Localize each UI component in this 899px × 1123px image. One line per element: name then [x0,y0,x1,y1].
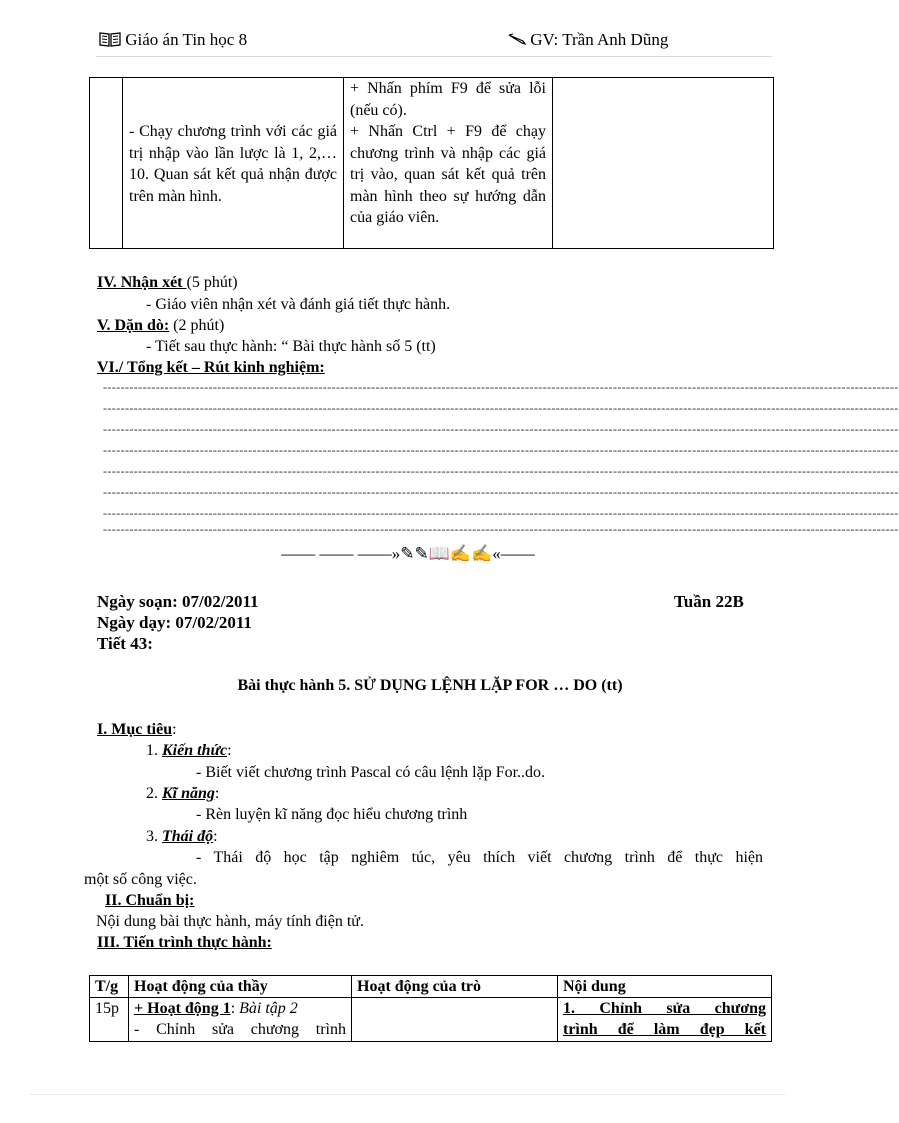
student-step-2: + Nhấn Ctrl + F9 để chạy chương trình và nhập các giá trị vào, quan sát kết quả trên màn hình theo sự hướng dẫn của giáo viên. [350,123,546,226]
book-icon [99,30,125,49]
note-line: ------------------------------------------------------------------------------------------------------------------------------------------------------------------------------------- [103,380,899,394]
table-cell-empty [90,78,123,249]
note-line: ------------------------------------------------------------------------------------------------------------------------------------------------------------------------------------- [103,422,899,436]
table-cell-student [344,78,553,249]
activity-table [89,975,772,1042]
page-bottom-border [30,1094,786,1095]
note-line: ------------------------------------------------------------------------------------------------------------------------------------------------------------------------------------- [103,464,899,478]
table-cell-teacher [123,78,344,249]
objective-knowledge-text: - Biết viết chương trình Pascal có câu lệnh lặp For..do. [196,764,546,781]
objective-attitude: 3. Thái độ: [146,828,218,845]
objectives-heading: I. Mục tiêu: [97,721,177,738]
header-right [508,30,668,50]
cell-student [352,998,558,1042]
content-line-2: trình để làm đẹp kết [563,1021,766,1038]
table-header-row [90,976,772,998]
week-label: Tuần 22B [674,592,744,611]
note-line: ------------------------------------------------------------------------------------------------------------------------------------------------------------------------------------- [103,485,899,499]
objective-knowledge: 1. Kiến thức: [146,742,232,759]
header-left [99,30,247,50]
date-prepared: Ngày soạn: 07/02/2011 [97,592,259,611]
objective-skills: 2. Kĩ năng: [146,785,220,802]
preparation-text: Nội dung bài thực hành, máy tính điện tử. [96,913,364,930]
cell-content [558,998,772,1042]
col-header-time: T/g [90,976,129,998]
note-line: ------------------------------------------------------------------------------------------------------------------------------------------------------------------------------------- [103,401,899,415]
header-title: Giáo án Tin học 8 [125,30,248,49]
lesson-title: Bài thực hành 5. SỬ DỤNG LỆNH LẶP FOR … DO (tt) [237,677,623,694]
preparation-heading: II. Chuẩn bị: [105,892,195,909]
cell-teacher [129,998,352,1042]
col-header-teacher: Hoạt động của thầy [129,976,352,998]
section-v-heading: V. Dặn dò: (2 phút) [97,317,225,334]
lesson-number: Tiết 43: [97,634,153,653]
note-line: ------------------------------------------------------------------------------------------------------------------------------------------------------------------------------------- [103,506,899,520]
pen-icon [508,30,530,49]
content-line-1: 1. Chỉnh sửa chương [563,1000,766,1017]
teacher-instruction: - Chạy chương trình với các giá trị nhập vào lần lược là 1, 2,…10. Quan sát kết quả nhận được trên màn hình. [129,123,337,205]
activity-1-text: - Chỉnh sửa chương trình [134,1021,346,1038]
objective-attitude-text-cont: một số công việc. [84,871,197,888]
note-line: ------------------------------------------------------------------------------------------------------------------------------------------------------------------------------------- [103,522,899,536]
note-line: ------------------------------------------------------------------------------------------------------------------------------------------------------------------------------------- [103,443,899,457]
header-divider [96,56,772,57]
section-v-text: - Tiết sau thực hành: “ Bài thực hành số 5 (tt) [146,338,436,355]
activity-table-continued [89,77,774,249]
section-separator: —— —— ——»✎✎📖✍✍«—— [281,544,535,563]
table-row [90,998,772,1042]
objective-attitude-text: - Thái độ học tập nghiêm túc, yêu thích viết chương trình để thực hiện [196,849,763,866]
activity-1-label: + Hoạt động 1: Bài tập 2 [134,1000,298,1017]
section-iv-heading: IV. Nhận xét (5 phút) [97,274,238,291]
header-author: GV: Trần Anh Dũng [530,30,669,49]
col-header-content: Nội dung [558,976,772,998]
col-header-student: Hoạt động của trò [352,976,558,998]
objective-skills-text: - Rèn luyện kĩ năng đọc hiểu chương trình [196,806,468,823]
section-iv-text: - Giáo viên nhận xét và đánh giá tiết thực hành. [146,296,451,313]
table-cell-content [553,78,774,249]
section-vi-heading: VI./ Tổng kết – Rút kinh nghiệm: [97,359,325,376]
process-heading: III. Tiến trình thực hành: [97,934,272,951]
date-taught: Ngày dạy: 07/02/2011 [97,613,252,632]
cell-time: 15p [90,998,129,1042]
student-step-1: + Nhấn phím F9 để sửa lỗi (nếu có). [350,80,546,119]
